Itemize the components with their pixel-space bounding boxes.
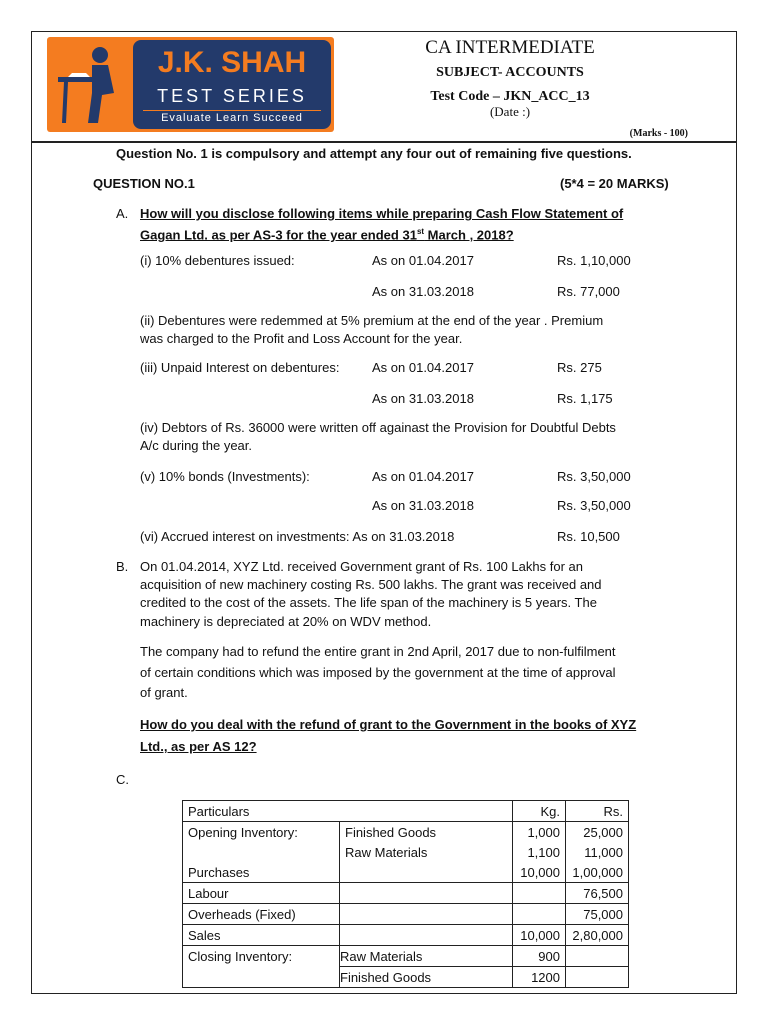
part-b-p2-line2: of certain conditions which was imposed by the government at the time of approval [140,665,616,680]
table-row [183,862,629,883]
part-b-label: B. [116,559,129,574]
cell: 900 [513,946,566,967]
cell: Overheads (Fixed) [183,904,340,925]
part-b-question-line2: Ltd., as per AS 12? [140,739,257,754]
cell [566,946,629,967]
cell: Purchases [183,862,340,883]
cell: 1,100 [513,842,566,862]
cell: Finished Goods [340,967,513,988]
item-ii-line2: was charged to the Profit and Loss Account for the year. [140,331,463,346]
subject-label: SUBJECT- ACCOUNTS [436,65,584,80]
item-v-label: (v) 10% bonds (Investments): [140,469,310,484]
item-i-value1: Rs. 1,10,000 [557,253,631,268]
part-b-p1-line2: acquisition of new machinery costing Rs. 500 lakhs. The grant was received and [140,577,602,592]
item-i-date1: As on 01.04.2017 [372,253,474,268]
cell [340,925,513,946]
instruction: Question No. 1 is compulsory and attempt any four out of remaining five questions. [116,146,632,161]
part-b-p1-line4: machinery is depreciated at 20% on WDV method. [140,614,432,629]
part-a-question-line1: How will you disclose following items while preparing Cash Flow Statement of [140,206,624,221]
part-b-question-line1: How do you deal with the refund of grant to the Government in the books of XYZ [140,717,637,732]
item-ii-line1: (ii) Debentures were redemmed at 5% premium at the end of the year . Premium [140,313,604,328]
student-at-desk-icon [52,43,132,127]
item-i-value2: Rs. 77,000 [557,284,620,299]
item-i-date2: As on 31.03.2018 [372,284,474,299]
cell: Closing Inventory: [183,946,340,967]
header-particulars: Particulars [183,801,513,822]
table-row [183,967,629,988]
table-row [183,946,629,967]
cell: Sales [183,925,340,946]
header-rs: Rs. [566,801,629,822]
cell [566,967,629,988]
table-row [183,822,629,843]
cell: Raw Materials [340,842,513,862]
date-label: (Date :) [489,104,531,119]
item-iii-date1: As on 01.04.2017 [372,360,474,375]
cell [513,883,566,904]
question-title: QUESTION NO.1 [93,176,195,191]
header-rule [31,141,737,143]
part-b-p1-line3: credited to the cost of the assets. The life span of the machinery is 5 years. The [140,595,597,610]
test-code: Test Code – JKN_ACC_13 [430,89,590,104]
part-b-p2-line1: The company had to refund the entire grant in 2nd April, 2017 due to non-fulfilment [140,644,616,659]
exam-title: CA INTERMEDIATE [425,37,595,58]
item-iv-line1: (iv) Debtors of Rs. 36000 were written off againast the Provision for Doubtful Debts [140,420,616,435]
cell [340,883,513,904]
cell [183,967,340,988]
cell [513,904,566,925]
cell [183,842,340,862]
table-row [183,925,629,946]
item-v-value1: Rs. 3,50,000 [557,469,631,484]
cell: 2,80,000 [566,925,629,946]
inventory-table [182,800,629,988]
item-iii-value2: Rs. 1,175 [557,391,613,406]
cell: 10,000 [513,925,566,946]
cell: 25,000 [566,822,629,843]
part-b-p2-line3: of grant. [140,685,188,700]
cell: 1,000 [513,822,566,843]
cell: 1,00,000 [566,862,629,883]
item-vi-value: Rs. 10,500 [557,529,620,544]
cell: 11,000 [566,842,629,862]
cell [340,862,513,883]
cell: 10,000 [513,862,566,883]
jk-shah-logo [47,37,334,132]
part-a-label: A. [116,206,129,221]
cell: Opening Inventory: [183,822,340,843]
table-row [183,883,629,904]
item-iii-value1: Rs. 275 [557,360,602,375]
table-row [183,842,629,862]
part-b-p1-line1: On 01.04.2014, XYZ Ltd. received Government grant of Rs. 100 Lakhs for an [140,559,583,574]
item-v-date2: As on 31.03.2018 [372,498,474,513]
logo-tagline: Evaluate Learn Succeed [161,112,303,124]
total-marks: (Marks - 100) [629,128,688,139]
logo-series: TEST SERIES [157,86,307,106]
item-i-label: (i) 10% debentures issued: [140,253,295,268]
cell [340,904,513,925]
table-header-row [183,801,629,822]
part-c-label: C. [116,772,129,787]
cell: Raw Materials [340,946,513,967]
item-v-value2: Rs. 3,50,000 [557,498,631,513]
cell: Finished Goods [340,822,513,843]
cell: 75,000 [566,904,629,925]
cell: 76,500 [566,883,629,904]
item-vi-label: (vi) Accrued interest on investments: As on 31.03.2018 [140,529,455,544]
item-iii-label: (iii) Unpaid Interest on debentures: [140,360,340,375]
question-marks: (5*4 = 20 MARKS) [560,176,669,191]
item-iv-line2: A/c during the year. [140,438,253,453]
item-iii-date2: As on 31.03.2018 [372,391,474,406]
logo-brand: J.K. SHAH [157,46,307,79]
cell: Labour [183,883,340,904]
header-kg: Kg. [513,801,566,822]
table-row [183,904,629,925]
item-v-date1: As on 01.04.2017 [372,469,474,484]
cell: 1200 [513,967,566,988]
part-a-question-line2: Gagan Ltd. as per AS-3 for the year ended 31st March , 2018? [140,227,514,243]
